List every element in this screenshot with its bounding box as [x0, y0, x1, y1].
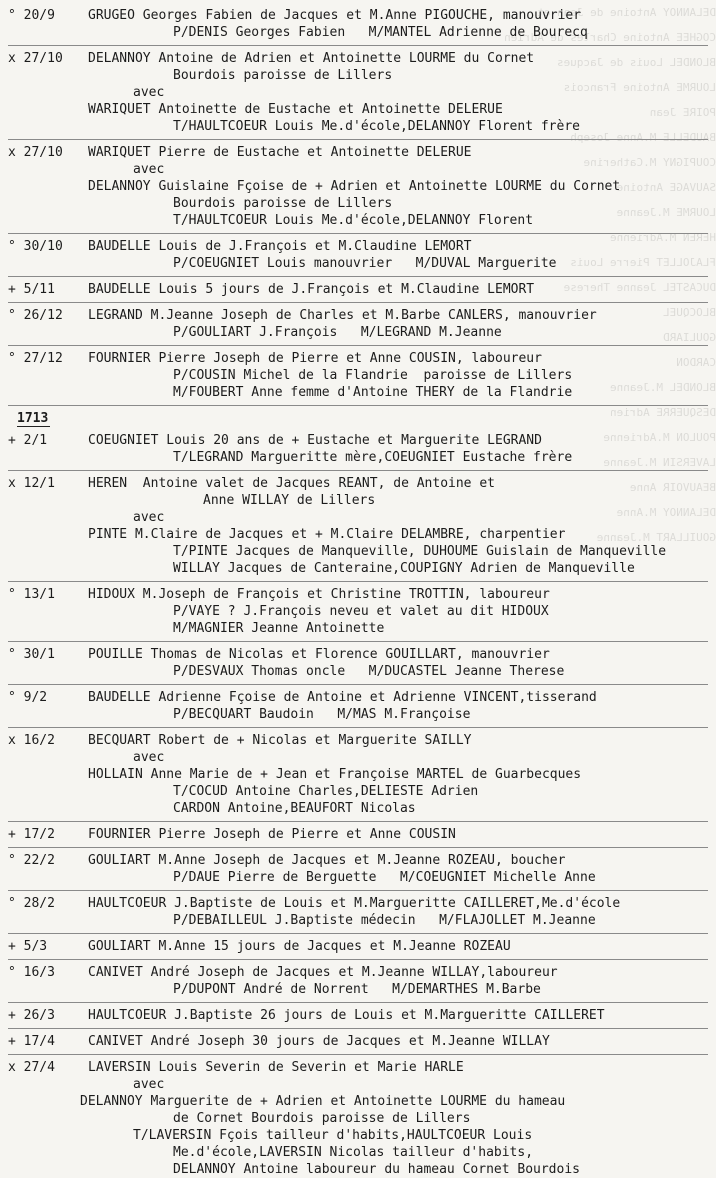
entry-text: P/COUSIN Michel de la Flandrie paroisse de Lillers [173, 368, 573, 383]
ghost-line: HEREN M.Adrienne [610, 231, 716, 244]
ghost-line: LAVERSIN M.Jeanne [603, 456, 716, 469]
entry-line [0, 350, 716, 367]
entry-separator [0, 886, 716, 895]
entry-text: T/COCUD Antoine Charles,DELIESTE Adrien [173, 784, 479, 799]
entry-separator [0, 41, 716, 50]
entry-text: GRUGEO Georges Fabien de Jacques et M.Anne PIGOUCHE, manouvrier [88, 8, 582, 23]
entry-line [0, 24, 716, 41]
entry-separator [0, 637, 716, 646]
entry-text: M/FOUBERT Anne femme d'Antoine THERY de la Flandrie [173, 385, 573, 400]
year-heading-row [0, 410, 716, 432]
entry-date: x 12/1 [8, 476, 55, 491]
ghost-line: SAUVAGE Antoine [616, 181, 716, 194]
entry-line [0, 603, 716, 620]
entry-line [0, 706, 716, 723]
entry-text: P/VAYE ? J.François neveu et valet au dit HIDOUX [173, 604, 549, 619]
entry-line [0, 509, 716, 526]
entry-text: P/DENIS Georges Fabien M/MANTEL Adrienne de Bourecq [173, 25, 588, 40]
entry-line [0, 384, 716, 401]
entry-text: BAUDELLE Adrienne Fçoise de Antoine et Adrienne VINCENT,tisserand [88, 690, 597, 705]
ghost-line: DESQUERRE Adrien [610, 406, 716, 419]
entry-text: HAULTCOEUR J.Baptiste 26 jours de Louis et M.Margueritte CAILLERET [88, 1008, 605, 1023]
entry-text: T/HAULTCOEUR Louis Me.d'école,DELANNOY Florent [173, 213, 534, 228]
entry-separator [0, 1024, 716, 1033]
year-underline [17, 426, 50, 427]
entry-text: P/DUPONT André de Norrent M/DEMARTHES M.Barbe [173, 982, 541, 997]
entry-separator [0, 466, 716, 475]
entry-line [0, 732, 716, 749]
entry-text: avec [133, 162, 165, 177]
entry-separator [0, 817, 716, 826]
entry-text: P/DAUE Pierre de Berguette M/COEUGNIET Michelle Anne [173, 870, 596, 885]
entry-line [0, 195, 716, 212]
entry-line [0, 800, 716, 817]
entry-separator [0, 680, 716, 689]
entry-line [0, 981, 716, 998]
entry-separator [0, 229, 716, 238]
entry-line [0, 869, 716, 886]
entry-line [0, 964, 716, 981]
entry-text: WARIQUET Antoinette de Eustache et Antoinette DELERUE [88, 102, 503, 117]
entry-line [0, 281, 716, 298]
entry-date: ° 9/2 [8, 690, 48, 705]
entry-date: x 27/4 [8, 1060, 55, 1075]
entry-text: P/DEBAILLEUL J.Baptiste médecin M/FLAJOLLET M.Jeanne [173, 913, 596, 928]
entry-line [0, 432, 716, 449]
ghost-line: COGHEE Antoine Charles de Adrien [504, 31, 716, 44]
entry-line [0, 324, 716, 341]
entry-line [0, 1127, 716, 1144]
entry-line [0, 449, 716, 466]
entry-text: HAULTCOEUR J.Baptiste de Louis et M.Margueritte CAILLERET,Me.d'école [88, 896, 621, 911]
entry-separator [0, 401, 716, 410]
entry-text: CANIVET André Joseph de Jacques et M.Jeanne WILLAY,laboureur [88, 965, 558, 980]
entry-text: M/MAGNIER Jeanne Antoinette [173, 621, 385, 636]
entry-line [0, 1076, 716, 1093]
entry-separator [0, 135, 716, 144]
entry-separator [0, 843, 716, 852]
ghost-line: POULON M.Adrienne [603, 431, 716, 444]
entry-text: WILLAY Jacques de Canteraine,COUPIGNY Adrien de Manqueville [173, 561, 635, 576]
entry-line [0, 663, 716, 680]
entry-text: GOULIART M.Anne 15 jours de Jacques et M.Jeanne ROZEAU [88, 939, 511, 954]
ghost-line: DELANNOY Antoine de Jean et [537, 6, 716, 19]
entry-line [0, 912, 716, 929]
entry-date: ° 30/1 [8, 647, 55, 662]
ghost-line: DUCASTEL Jeanne Therese [563, 281, 716, 294]
entry-text: DELANNOY Marguerite de + Adrien et Antoinette LOURME du hameau [80, 1094, 566, 1109]
ghost-line: POIRE Jean [649, 106, 716, 119]
entry-line [0, 783, 716, 800]
ghost-line: LOURME Antoine Francois [563, 81, 716, 94]
entry-text: DELANNOY Guislaine Fçoise de + Adrien et Antoinette LOURME du Cornet [88, 179, 621, 194]
entry-text: DELANNOY Antoine laboureur du hameau Cornet Bourdois [173, 1162, 580, 1177]
entry-separator [0, 341, 716, 350]
entry-date: x 27/10 [8, 51, 63, 66]
entry-text: Bourdois paroisse de Lillers [173, 196, 393, 211]
entry-text: P/BECQUART Baudoin M/MAS M.Françoise [173, 707, 471, 722]
entry-separator [0, 1050, 716, 1059]
entry-text: CANIVET André Joseph 30 jours de Jacques et M.Jeanne WILLAY [88, 1034, 550, 1049]
entry-line [0, 492, 716, 509]
entry-line [0, 84, 716, 101]
entry-separator [0, 723, 716, 732]
entry-text: P/COEUGNIET Louis manouvrier M/DUVAL Marguerite [173, 256, 557, 271]
entry-date: ° 28/2 [8, 896, 55, 911]
entry-text: DELANNOY Antoine de Adrien et Antoinette LOURME du Cornet [88, 51, 535, 66]
entry-text: BAUDELLE Louis de J.François et M.Claudine LEMORT [88, 239, 472, 254]
entry-text: de Cornet Bourdois paroisse de Lillers [173, 1111, 471, 1126]
entry-text: avec [133, 85, 165, 100]
entry-line [0, 620, 716, 637]
entry-line [0, 938, 716, 955]
entry-line [0, 367, 716, 384]
entry-date: ° 27/12 [8, 351, 63, 366]
entry-text: FOURNIER Pierre Joseph de Pierre et Anne COUSIN [88, 827, 456, 842]
entry-text: Bourdois paroisse de Lillers [173, 68, 393, 83]
ghost-line: FLAJOLLET Pierre Louis [570, 256, 716, 269]
entry-text: T/HAULTCOEUR Louis Me.d'école,DELANNOY Florent frère [173, 119, 580, 134]
entry-text: T/LAVERSIN Fçois tailleur d'habits,HAULTCOEUR Louis [133, 1128, 533, 1143]
entry-text: LAVERSIN Louis Severin de Severin et Marie HARLE [88, 1060, 464, 1075]
entry-text: Me.d'école,LAVERSIN Nicolas tailleur d'habits, [173, 1145, 534, 1160]
entry-text: CARDON Antoine,BEAUFORT Nicolas [173, 801, 416, 816]
register-entries [0, 7, 716, 1178]
entry-line [0, 118, 716, 135]
entry-line [0, 560, 716, 577]
entry-line [0, 101, 716, 118]
entry-text: COEUGNIET Louis 20 ans de + Eustache et Marguerite LEGRAND [88, 433, 542, 448]
entry-date: + 17/4 [8, 1034, 55, 1049]
entry-text: FOURNIER Pierre Joseph de Pierre et Anne COUSIN, laboureur [88, 351, 542, 366]
entry-text: BECQUART Robert de + Nicolas et Marguerite SAILLY [88, 733, 472, 748]
entry-text: WARIQUET Pierre de Eustache et Antoinette DELERUE [88, 145, 472, 160]
ghost-line: BLONDEL Louis de Jacques [557, 56, 716, 69]
entry-line [0, 895, 716, 912]
ghost-line: BEAUVOIR Anne [629, 481, 716, 494]
entry-date: ° 26/12 [8, 308, 63, 323]
ghost-line: GOUILLART M.Jeanne [596, 531, 716, 544]
entry-text: avec [133, 510, 165, 525]
entry-line [0, 475, 716, 492]
ghost-line: DELANNOY M.Anne [616, 506, 716, 519]
entry-line [0, 1033, 716, 1050]
entry-separator [0, 998, 716, 1007]
entry-separator [0, 955, 716, 964]
entry-text: Anne WILLAY de Lillers [203, 493, 376, 508]
entry-line [0, 67, 716, 84]
entry-line [0, 1144, 716, 1161]
entry-line [0, 50, 716, 67]
entry-text: T/LEGRAND Margueritte mère,COEUGNIET Eustache frère [173, 450, 573, 465]
entry-line [0, 1007, 716, 1024]
entry-text: avec [133, 750, 165, 765]
entry-line [0, 1059, 716, 1076]
entry-text: HOLLAIN Anne Marie de + Jean et Françoise MARTEL de Guarbecques [88, 767, 582, 782]
entry-separator [0, 929, 716, 938]
entry-date: ° 20/9 [8, 8, 55, 23]
entry-date: + 26/3 [8, 1008, 55, 1023]
entry-line [0, 543, 716, 560]
entry-date: ° 13/1 [8, 587, 55, 602]
entry-line [0, 586, 716, 603]
entry-line [0, 526, 716, 543]
year-heading: 1713 [17, 411, 49, 426]
entry-date: ° 22/2 [8, 853, 55, 868]
entry-date: ° 30/10 [8, 239, 63, 254]
entry-separator [0, 298, 716, 307]
entry-line [0, 161, 716, 178]
entry-date: ° 16/3 [8, 965, 55, 980]
entry-text: T/PINTE Jacques de Manqueville, DUHOUME Guislain de Manqueville [173, 544, 667, 559]
entry-line [0, 212, 716, 229]
ghost-line: BLONDEL M.Jeanne [610, 381, 716, 394]
ghost-line: BLOCQUEL [663, 306, 716, 319]
entry-separator [0, 272, 716, 281]
entry-line [0, 852, 716, 869]
ghost-line: CARDON [676, 356, 716, 369]
ghost-line: GOULIARD [663, 331, 716, 344]
entry-line [0, 749, 716, 766]
entry-text: avec [133, 1077, 165, 1092]
entry-text: POUILLE Thomas de Nicolas et Florence GOUILLART, manouvrier [88, 647, 550, 662]
entry-date: x 16/2 [8, 733, 55, 748]
entry-line [0, 7, 716, 24]
entry-line [0, 144, 716, 161]
entry-line [0, 1161, 716, 1178]
entry-line [0, 1093, 716, 1110]
entry-date: + 5/3 [8, 939, 48, 954]
entry-date: + 17/2 [8, 827, 55, 842]
entry-line [0, 307, 716, 324]
entry-line [0, 826, 716, 843]
entry-line [0, 178, 716, 195]
ghost-line: LOURME M.Jeanne [616, 206, 716, 219]
entry-line [0, 646, 716, 663]
entry-text: BAUDELLE Louis 5 jours de J.François et M.Claudine LEMORT [88, 282, 535, 297]
entry-text: P/DESVAUX Thomas oncle M/DUCASTEL Jeanne Therese [173, 664, 565, 679]
entry-text: HEREN Antoine valet de Jacques REANT, de Antoine et [88, 476, 495, 491]
entry-text: HIDOUX M.Joseph de François et Christine TROTTIN, laboureur [88, 587, 550, 602]
ghost-line: BAUDELLE M.Anne Joseph [570, 131, 716, 144]
entry-text: P/GOULIART J.François M/LEGRAND M.Jeanne [173, 325, 502, 340]
entry-date: x 27/10 [8, 145, 63, 160]
entry-text: LEGRAND M.Jeanne Joseph de Charles et M.Barbe CANLERS, manouvrier [88, 308, 597, 323]
entry-text: PINTE M.Claire de Jacques et + M.Claire DELAMBRE, charpentier [88, 527, 566, 542]
entry-line [0, 255, 716, 272]
entry-separator [0, 577, 716, 586]
entry-line [0, 766, 716, 783]
entry-text: GOULIART M.Anne Joseph de Jacques et M.Jeanne ROZEAU, boucher [88, 853, 566, 868]
entry-line [0, 689, 716, 706]
entry-date: + 5/11 [8, 282, 55, 297]
entry-line [0, 238, 716, 255]
entry-line [0, 1110, 716, 1127]
ghost-line: COUPIGNY M.Catherine [583, 156, 716, 169]
entry-date: + 2/1 [8, 433, 48, 448]
